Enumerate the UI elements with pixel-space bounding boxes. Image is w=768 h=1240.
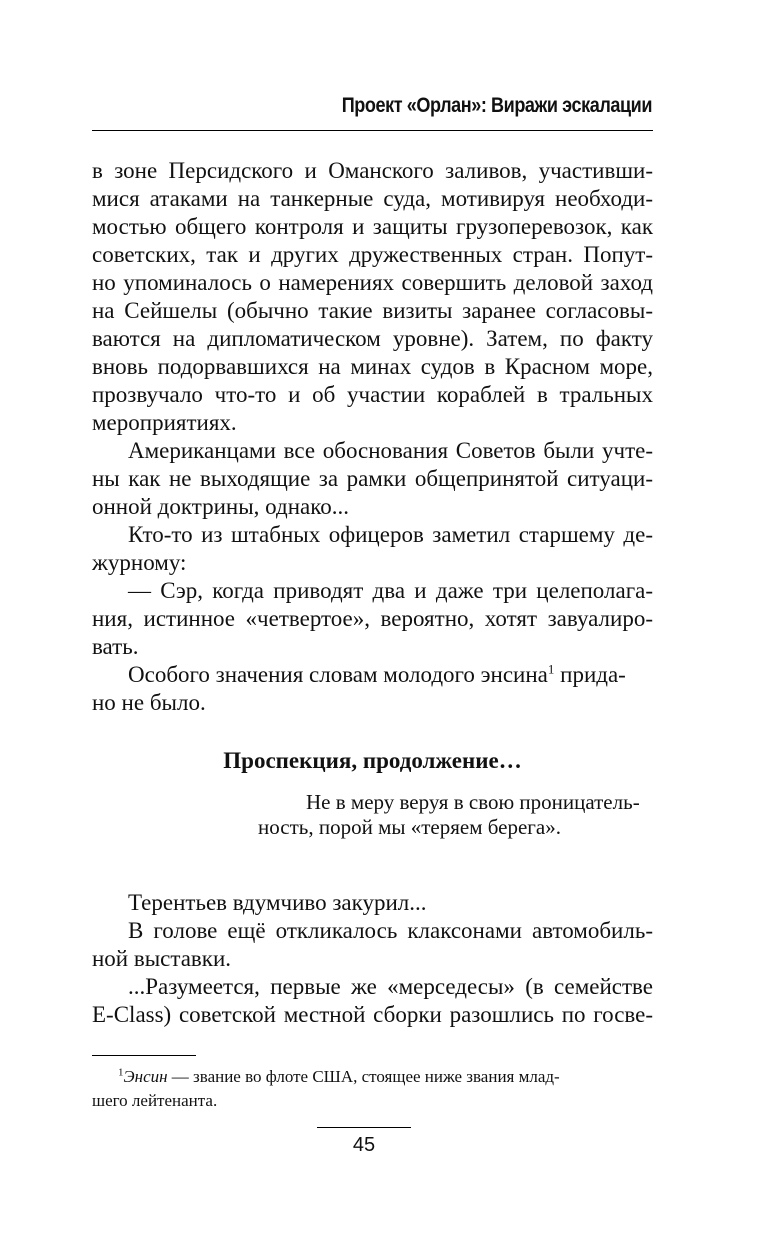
body-line: E-Class) советской местной сборки разошлись по госве- (92, 1002, 653, 1027)
body-line-with-footnote (128, 663, 653, 686)
body-text: прида- (554, 662, 626, 687)
body-line: советских, так и других дружественных стран. Попут- (92, 242, 653, 267)
body-line: онной доктрины, однако... (92, 494, 349, 519)
running-header: Проект «Орлан»: Виражи эскалации (341, 94, 652, 117)
body-line: ...Разумеется, первые же «мерседесы» (в семействе (128, 974, 653, 999)
footnote-rule (92, 1055, 196, 1056)
body-line: В голове ещё откликалось клаксонами автомобиль- (128, 918, 653, 943)
body-line: ния, истинное «четвертое», вероятно, хотят завуалиро- (92, 606, 653, 631)
section-heading: Проспекция, продолжение… (223, 748, 522, 773)
footnote-line: шего лейтенанта. (92, 1091, 218, 1110)
body-line: Кто-то из штабных офицеров заметил старшему де- (128, 522, 653, 547)
body-line: ной выставки. (92, 946, 232, 971)
body-line: вновь подорвавшихся на минах судов в Красном море, (92, 354, 653, 379)
body-text: Особого значения словам молодого энсина (128, 662, 548, 687)
footnote-line (118, 1067, 653, 1087)
body-line: но не было. (92, 690, 206, 715)
body-line: на Сейшелы (обычно такие визиты заранее согласовы- (92, 298, 653, 323)
body-line: мися атаками на танкерные суда, мотивируя необходи- (92, 186, 653, 211)
page-number: 45 (352, 1134, 376, 1156)
epigraph-line: Не в меру веруя в свою проницатель- (306, 790, 640, 814)
body-line: вать. (92, 634, 139, 659)
body-line: ны как не выходящие за рамки общепринятой ситуаци- (92, 466, 653, 491)
footnote-number: 1 (118, 1066, 124, 1079)
body-line: ваются на дипломатическом уровне). Затем, по факту (92, 326, 653, 351)
body-line: мероприятиях. (92, 410, 237, 435)
epigraph-line: ность, порой мы «теряем берега». (258, 815, 561, 839)
body-line: Терентьев вдумчиво закурил... (128, 890, 427, 915)
footnote-marker: 1 (547, 661, 555, 677)
body-line: Американцами все обоснования Советов были учте- (128, 438, 653, 463)
body-line: но упоминалось о намерениях совершить деловой заход (92, 270, 653, 295)
body-line: прозвучало что-то и об участии кораблей в тральных (92, 382, 653, 407)
footnote-term: Энсин (123, 1067, 168, 1086)
body-line: — Сэр, когда приводят два и даже три целеполага- (128, 578, 653, 603)
body-line: в зоне Персидского и Оманского заливов, участивши- (92, 158, 653, 183)
page-number-rule (317, 1127, 411, 1128)
body-line: журному: (92, 550, 187, 575)
footnote-text: — звание во флоте США, стоящее ниже звания млад- (167, 1067, 560, 1086)
body-line: мостью общего контроля и защиты грузоперевозок, как (92, 214, 653, 239)
header-rule (92, 130, 653, 131)
